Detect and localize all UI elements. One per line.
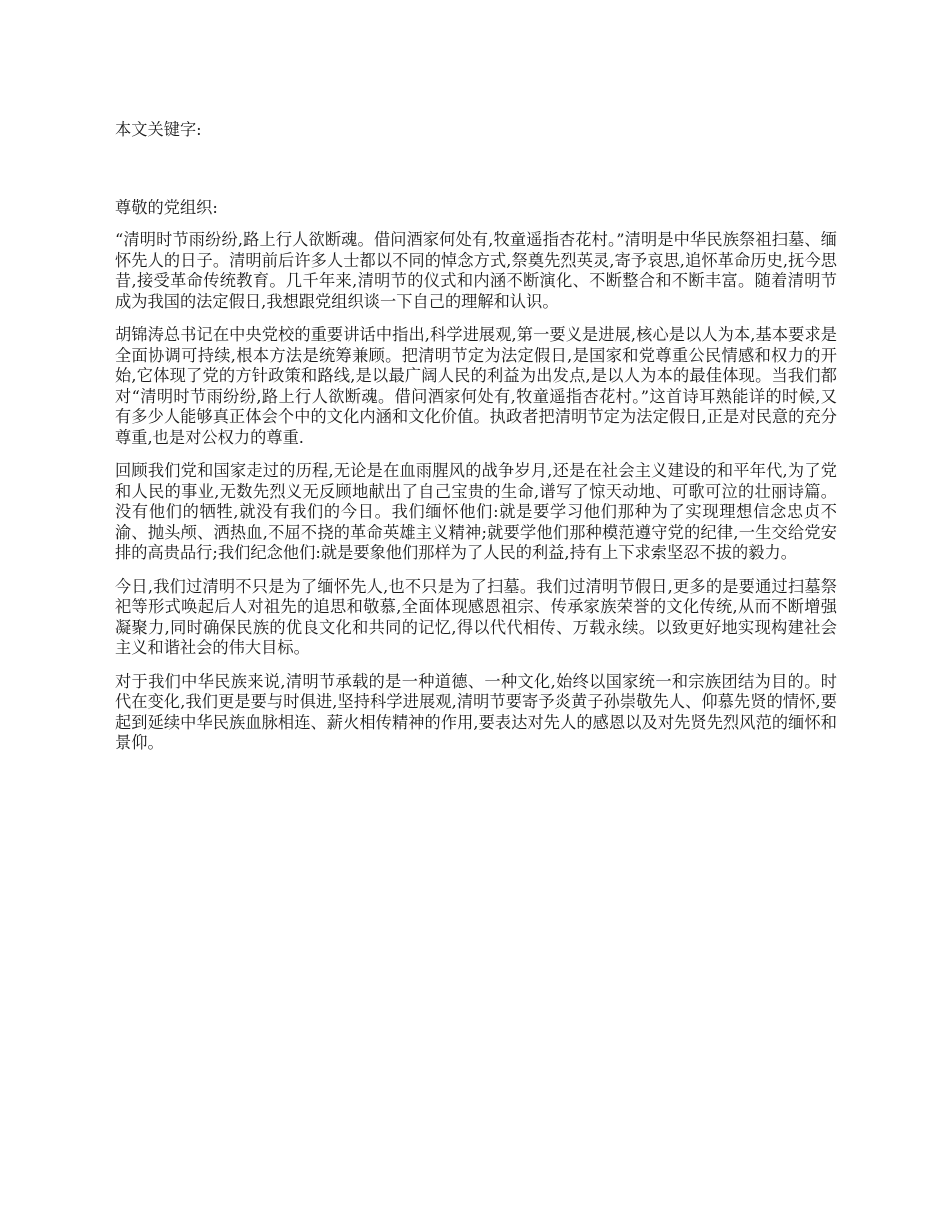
salutation: 尊敬的党组织: bbox=[115, 198, 218, 217]
body-paragraph-5: 对于我们中华民族来说,清明节承载的是一种道德、一种文化,始终以国家统一和宗族团结为目的。时代在变化,我们更是要与时俱进,坚持科学进展观,清明节要寄予炎黄子孙崇敬先人、仰慕先贤的情怀,要起到延续中华民族血脉相连、薪火相传精神的作用,要表达对先人的感恩以及对先贤先烈风范的缅怀和景仰。 bbox=[115, 671, 837, 752]
keywords-label: 本文关键字: bbox=[115, 120, 202, 139]
body-paragraph-4: 今日,我们过清明不只是为了缅怀先人,也不只是为了扫墓。我们过清明节假日,更多的是要通过扫墓祭祀等形式唤起后人对祖先的追思和敬慕,全面体现感恩祖宗、传承家族荣誉的文化传统,从而不断增强凝聚力,同时确保民族的优良文化和共同的记忆,得以代代相传、万载永续。以致更好地实现构建社会主义和谐社会的伟大目标。 bbox=[115, 576, 837, 657]
body-paragraph-2: 胡锦涛总书记在中央党校的重要讲话中指出,科学进展观,第一要义是进展,核心是以人为本,基本要求是全面协调可持续,根本方法是统筹兼顾。把清明节定为法定假日,是国家和党尊重公民情感和权力的开始,它体现了党的方针政策和路线,是以最广阔人民的利益为出发点,是以人为本的最佳体现。当我们都对“清明时节雨纷纷,路上行人欲断魂。借问酒家何处有,牧童遥指杏花村。”这首诗耳熟能详的时候,又有多少人能够真正体会个中的文化内涵和文化价值。执政者把清明节定为法定假日,正是对民意的充分尊重,也是对公权力的尊重. bbox=[115, 325, 837, 447]
document-page bbox=[115, 120, 837, 754]
body-paragraph-3: 回顾我们党和国家走过的历程,无论是在血雨腥风的战争岁月,还是在社会主义建设的和平年代,为了党和人民的事业,无数先烈义无反顾地献出了自己宝贵的生命,谱写了惊天动地、可歌可泣的壮丽诗篇。没有他们的牺牲,就没有我们的今日。我们缅怀他们:就是要学习他们那种为了实现理想信念忠贞不渝、抛头颅、洒热血,不屈不挠的革命英雄主义精神;就要学他们那种模范遵守党的纪律,一生交给党安排的高贵品行;我们纪念他们:就是要象他们那样为了人民的利益,持有上下求索坚忍不拔的毅力。 bbox=[115, 461, 837, 562]
body-paragraph-1: “清明时节雨纷纷,路上行人欲断魂。借问酒家何处有,牧童遥指杏花村。”清明是中华民族祭祖扫墓、缅怀先人的日子。清明前后许多人士都以不同的悼念方式,祭奠先烈英灵,寄予哀思,追怀革命历史,抚今思昔,接受革命传统教育。几千年来,清明节的仪式和内涵不断演化、不断整合和不断丰富。随着清明节成为我国的法定假日,我想跟党组织谈一下自己的理解和认识。 bbox=[115, 230, 837, 311]
